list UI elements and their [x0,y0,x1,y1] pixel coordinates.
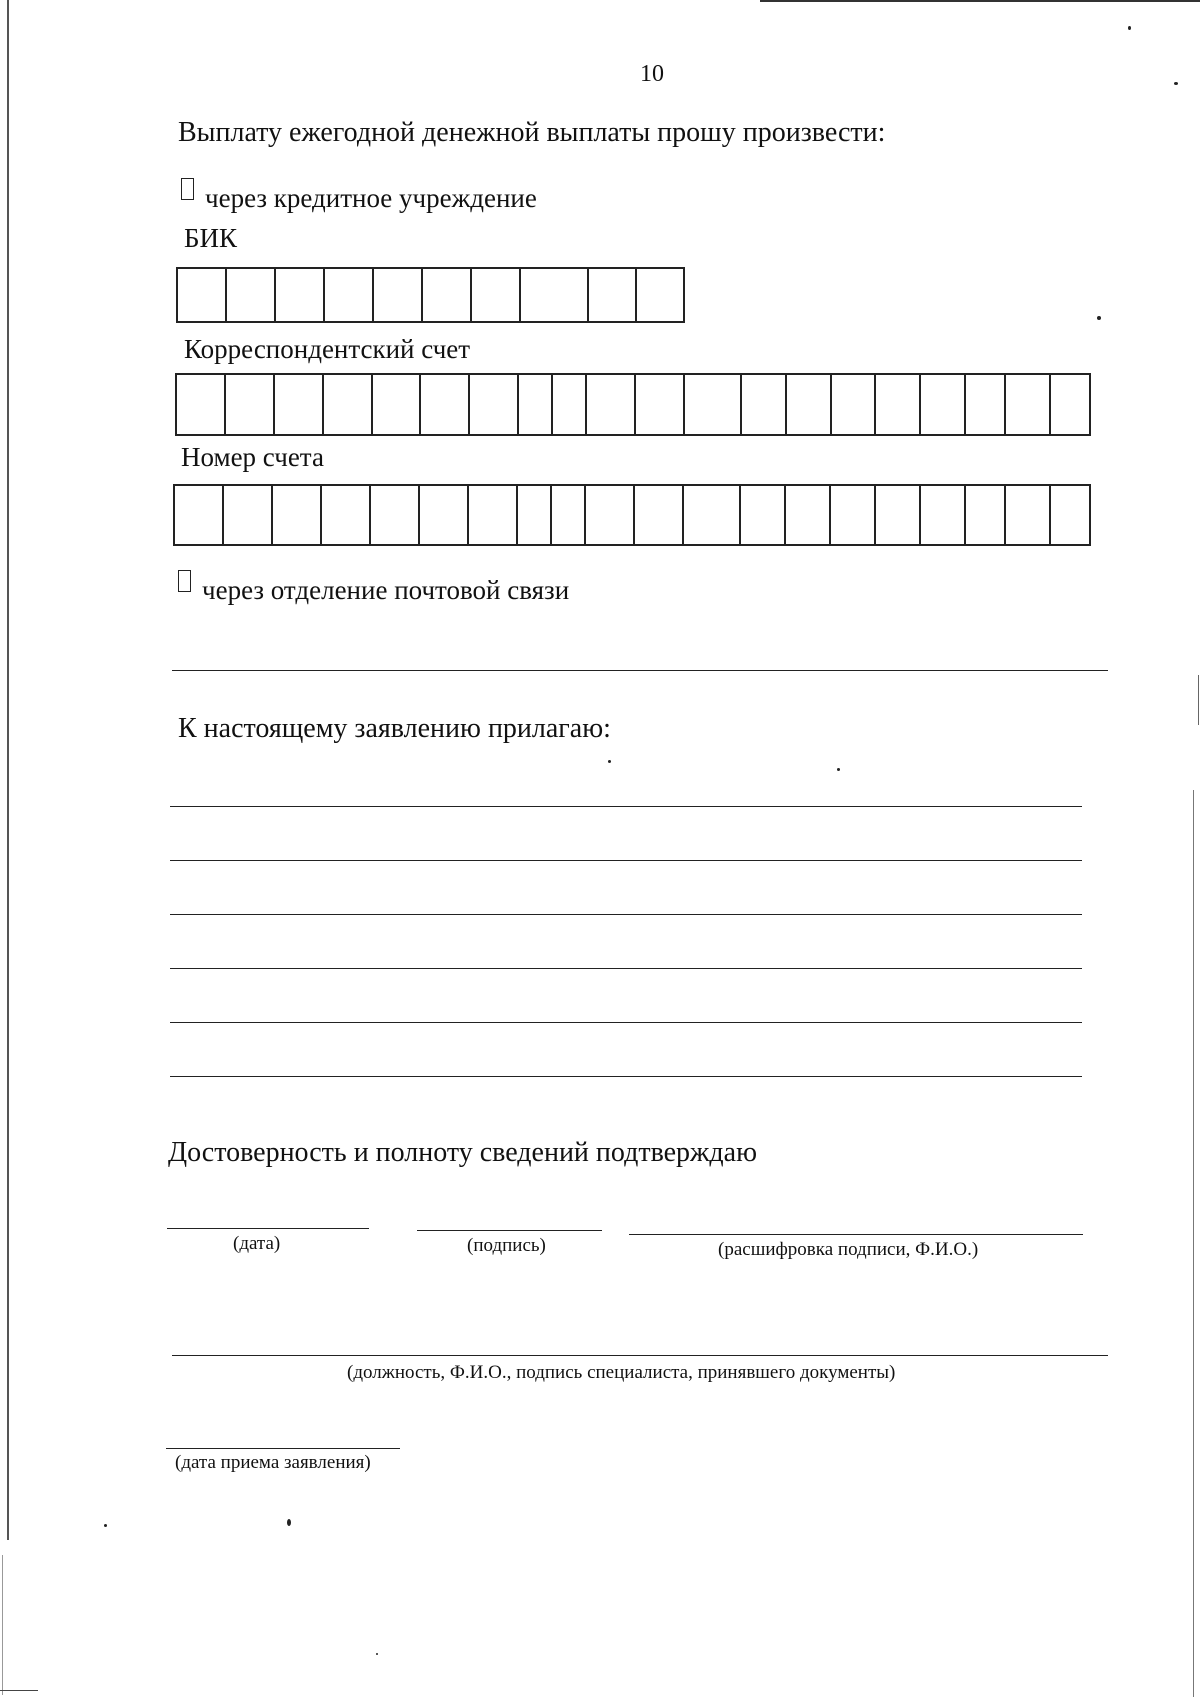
corr-account-cell[interactable] [275,375,324,434]
decryption-caption: (расшифровка подписи, Ф.И.О.) [718,1239,979,1260]
account-number-cell[interactable] [469,486,518,544]
scan-edge [0,1690,38,1691]
account-number-cell[interactable] [966,486,1006,544]
bank-option-checkbox[interactable] [181,178,194,200]
account-number-cell[interactable] [552,486,586,544]
bik-cell[interactable] [276,269,325,321]
date-caption: (дата) [233,1233,281,1254]
receipt-date-line[interactable] [166,1448,400,1449]
account-number-cell[interactable] [322,486,371,544]
specialist-caption: (должность, Ф.И.О., подпись специалиста, принявшего документы) [347,1362,896,1383]
corr-account-cell[interactable] [226,375,275,434]
corr-account-label: Корреспондентский счет [184,334,471,364]
corr-account-cell[interactable] [1051,375,1091,434]
attachment-line[interactable] [170,1022,1082,1023]
page-number: 10 [640,61,664,87]
decryption-line[interactable] [629,1234,1083,1235]
bik-cell[interactable] [227,269,276,321]
bik-cell[interactable] [472,269,521,321]
signature-caption: (подпись) [467,1235,546,1256]
scan-edge [7,0,9,1540]
corr-account-cell[interactable] [519,375,553,434]
confirmation-heading: Достоверность и полноту сведений подтверждаю [168,1137,757,1168]
payment-method-heading: Выплату ежегодной денежной выплаты прошу произвести: [178,117,886,148]
account-number-label: Номер счета [181,442,324,472]
account-number-cell[interactable] [1006,486,1051,544]
post-office-line[interactable] [172,670,1108,671]
corr-account-cell[interactable] [966,375,1006,434]
bik-cell[interactable] [423,269,472,321]
bik-cell[interactable] [521,269,589,321]
corr-account-cell[interactable] [787,375,832,434]
scan-speck [287,1519,291,1526]
post-option-checkbox[interactable] [178,570,191,592]
corr-account-field[interactable] [175,373,1091,436]
corr-account-cell[interactable] [921,375,966,434]
account-number-field[interactable] [173,484,1091,546]
account-number-cell[interactable] [175,486,224,544]
bik-cell[interactable] [374,269,423,321]
receipt-date-caption: (дата приема заявления) [175,1452,371,1473]
account-number-cell[interactable] [224,486,273,544]
scan-speck [1097,316,1101,320]
scan-speck [1174,82,1178,85]
date-signature-line[interactable] [167,1228,369,1229]
account-number-cell[interactable] [684,486,741,544]
attachment-line[interactable] [170,806,1082,807]
specialist-line[interactable] [172,1355,1108,1356]
account-number-cell[interactable] [741,486,786,544]
corr-account-cell[interactable] [553,375,587,434]
corr-account-cell[interactable] [324,375,373,434]
corr-account-cell[interactable] [373,375,422,434]
scan-edge [1193,790,1194,1697]
account-number-cell[interactable] [273,486,322,544]
scan-edge [760,0,1200,2]
bik-cell[interactable] [637,269,685,321]
corr-account-cell[interactable] [742,375,787,434]
account-number-cell[interactable] [371,486,420,544]
attachment-line[interactable] [170,1076,1082,1077]
corr-account-cell[interactable] [832,375,877,434]
corr-account-cell[interactable] [685,375,742,434]
scan-speck [837,768,840,771]
scan-edge [1198,675,1199,725]
corr-account-cell[interactable] [1006,375,1051,434]
bik-field[interactable] [176,267,685,323]
attachments-heading: К настоящему заявлению прилагаю: [178,713,611,744]
bik-cell[interactable] [178,269,227,321]
account-number-cell[interactable] [420,486,469,544]
bik-cell[interactable] [325,269,374,321]
bik-label: БИК [184,223,238,253]
corr-account-cell[interactable] [587,375,636,434]
scan-edge [2,1555,3,1695]
corr-account-cell[interactable] [470,375,519,434]
post-option-label: через отделение почтовой связи [202,575,570,605]
corr-account-cell[interactable] [177,375,226,434]
account-number-cell[interactable] [831,486,876,544]
account-number-cell[interactable] [921,486,966,544]
account-number-cell[interactable] [635,486,684,544]
account-number-cell[interactable] [786,486,831,544]
attachment-line[interactable] [170,914,1082,915]
scan-speck [376,1653,378,1655]
scan-speck [104,1524,107,1527]
corr-account-cell[interactable] [876,375,921,434]
signature-line[interactable] [417,1230,602,1231]
scan-speck [608,760,611,763]
attachment-line[interactable] [170,968,1082,969]
account-number-cell[interactable] [876,486,921,544]
account-number-cell[interactable] [518,486,552,544]
account-number-cell[interactable] [1051,486,1091,544]
attachment-line[interactable] [170,860,1082,861]
account-number-cell[interactable] [586,486,635,544]
bik-cell[interactable] [589,269,637,321]
scan-speck [1128,26,1131,30]
bank-option-label: через кредитное учреждение [205,183,537,213]
corr-account-cell[interactable] [421,375,470,434]
corr-account-cell[interactable] [636,375,685,434]
